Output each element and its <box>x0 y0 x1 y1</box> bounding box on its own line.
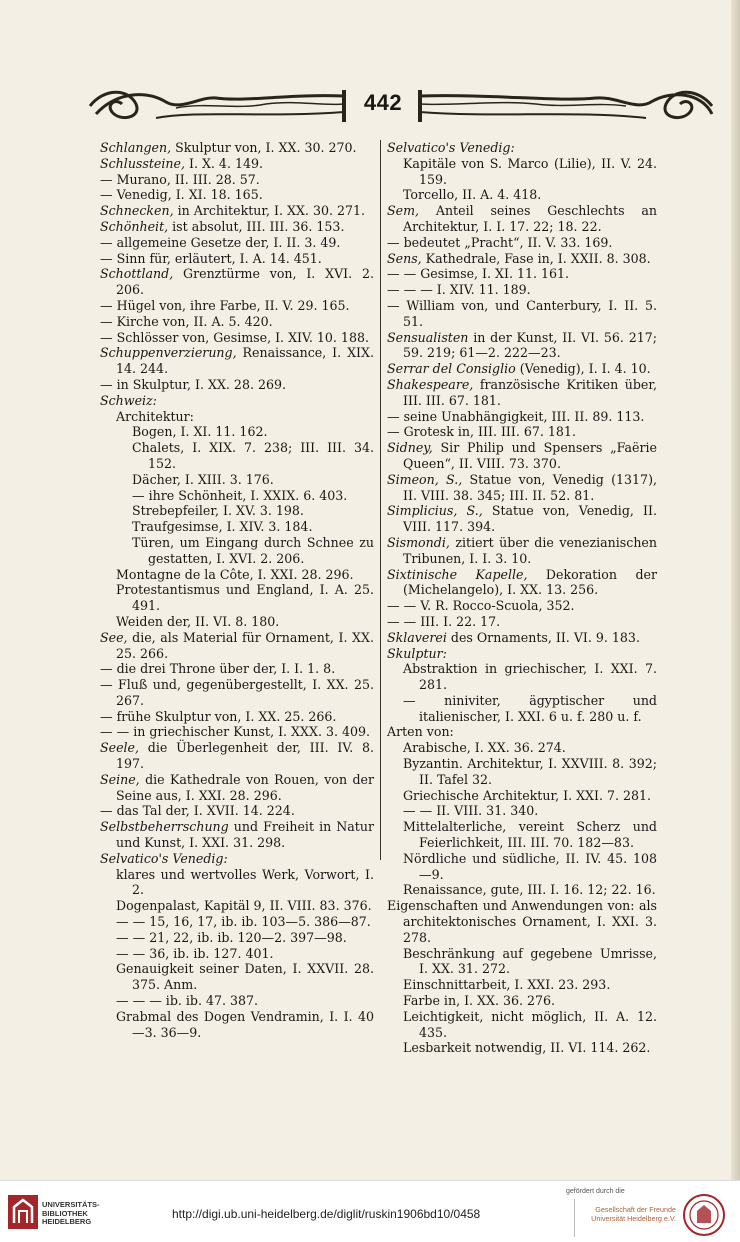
index-entry <box>387 598 657 614</box>
index-entry-text: Skulptur von, I. XX. 30. 270. <box>171 140 357 155</box>
index-entry <box>100 1009 374 1041</box>
index-entry <box>100 393 374 409</box>
index-entry <box>387 882 657 898</box>
index-entry <box>100 582 374 614</box>
index-entry-text: die Kathedrale von Rouen, von der Seine aus, I. XXI. 28. 296. <box>116 771 374 803</box>
index-entry <box>387 977 657 993</box>
index-entry-text: — Fluß und, gegenübergestellt, I. XX. 25. 267. <box>100 677 374 708</box>
index-entry-text: — Hügel von, ihre Farbe, II. V. 29. 165. <box>100 297 350 313</box>
index-entry-text: Arabische, I. XX. 36. 274. <box>403 740 566 756</box>
index-entry <box>387 503 657 535</box>
index-entry-text: Bogen, I. XI. 11. 162. <box>132 424 268 440</box>
index-entry-text: — Murano, II. III. 28. 57. <box>100 171 260 187</box>
index-entry-text: Dächer, I. XIII. 3. 176. <box>132 471 274 487</box>
index-entry-text: Grenztürme von, I. XVI. 2. 206. <box>116 266 374 298</box>
index-entry-text: Nördliche und südliche, II. IV. 45. 108—9. <box>403 850 657 882</box>
index-headword: Sens, <box>387 250 422 266</box>
index-entry <box>387 851 657 883</box>
index-headword: Sismondi, <box>387 534 450 550</box>
index-entry-text: zitiert über die venezianischen Tribunen, I. I. 3. 10. <box>403 534 657 566</box>
index-entry <box>100 440 374 472</box>
digitization-footer <box>0 1180 740 1242</box>
index-entry <box>387 614 657 630</box>
index-headword: Sklaverei <box>387 629 447 645</box>
index-entry <box>100 535 374 567</box>
index-entry-text: — Schlösser von, Gesimse, I. XIV. 10. 188. <box>100 329 369 345</box>
index-entry-text: Byzantin. Architektur, I. XXVIII. 8. 392; II. Tafel 32. <box>403 756 657 787</box>
index-entry <box>100 488 374 504</box>
index-entry <box>100 946 374 962</box>
index-entry-text: Leichtigkeit, nicht möglich, II. A. 12. 435. <box>403 1008 657 1040</box>
index-entry <box>387 424 657 440</box>
index-entry <box>100 614 374 630</box>
index-entry-text: Weiden der, II. VI. 8. 180. <box>116 613 280 629</box>
index-entry <box>100 377 374 393</box>
index-entry-text: — in Skulptur, I. XX. 28. 269. <box>100 376 287 392</box>
index-entry-text: Torcello, II. A. 4. 418. <box>403 187 542 203</box>
index-headword: See, <box>100 629 128 645</box>
index-entry-text: Abstraktion in griechischer, I. XXI. 7. 281. <box>403 661 657 693</box>
index-entry <box>387 567 657 599</box>
index-entry-text: Arten von: <box>387 724 454 740</box>
index-entry-text: in der Kunst, II. VI. 56. 217; 59. 219; 61—2. 222—23. <box>403 329 657 361</box>
index-entry <box>100 203 374 219</box>
left-ornament-icon <box>86 84 348 126</box>
index-entry <box>387 140 657 156</box>
index-entry-text: Türen, um Eingang durch Schnee zu gestatten, I. XVI. 2. 206. <box>132 534 374 566</box>
index-headword: Schönheit, <box>100 218 169 234</box>
index-entry <box>100 724 374 740</box>
index-entry-text: Sir Philip und Spensers „Faërie Queen“, II. VIII. 73. 370. <box>403 440 657 471</box>
index-entry-text: Lesbarkeit notwendig, II. VI. 114. 262. <box>403 1040 651 1056</box>
index-headword: Sem, <box>387 203 420 219</box>
index-entry <box>100 314 374 330</box>
index-entry <box>100 519 374 535</box>
index-entry <box>387 203 657 235</box>
right-ornament-icon <box>416 84 716 126</box>
index-entry <box>387 898 657 945</box>
index-entry <box>100 819 374 851</box>
index-entry <box>100 961 374 993</box>
index-headword: Simeon, S., <box>387 471 463 487</box>
index-entry-text: — — II. VIII. 31. 340. <box>403 803 539 819</box>
index-entry <box>387 1009 657 1041</box>
university-seal-icon <box>682 1193 726 1237</box>
index-entry-text: ist absolut, III. III. 36. 153. <box>168 218 345 234</box>
index-entry <box>100 661 374 677</box>
index-entry-text: Griechische Architektur, I. XXI. 7. 281. <box>403 787 652 803</box>
index-entry <box>387 740 657 756</box>
index-entry-text: — — 36, ib. ib. 127. 401. <box>116 945 274 961</box>
index-headword: Seele, <box>100 740 140 756</box>
index-entry-text: — Grotesk in, III. III. 67. 181. <box>387 424 576 440</box>
index-entry <box>100 409 374 425</box>
index-entry-text: die, als Material für Ornament, I. XX. 25. 266. <box>116 629 374 661</box>
index-entry-text: — niniviter, ägyptischer und italienischer, I. XXI. 6 u. f. 280 u. f. <box>403 692 657 724</box>
index-entry <box>387 361 657 377</box>
index-headword: Selbstbeherrschung <box>100 819 229 835</box>
index-entry <box>387 646 657 662</box>
index-entry-text: — frühe Skulptur von, I. XX. 25. 266. <box>100 708 337 724</box>
index-entry <box>387 630 657 646</box>
index-entry <box>387 661 657 693</box>
index-entry-text: Einschnittarbeit, I. XXI. 23. 293. <box>403 977 611 993</box>
index-entry <box>387 440 657 472</box>
index-entry <box>387 803 657 819</box>
index-entry-text: Mittelalterliche, vereint Scherz und Feierlichkeit, III. III. 70. 182—83. <box>403 819 657 851</box>
index-entry-text: — — — I. XIV. 11. 189. <box>387 282 531 298</box>
index-entry-text: des Ornaments, II. VI. 9. 183. <box>446 629 640 645</box>
index-entry-text: Renaissance, gute, III. I. 16. 12; 22. 16. <box>403 882 656 898</box>
index-entry <box>100 251 374 267</box>
index-headword: Selvatico's Venedig: <box>387 140 515 155</box>
index-entry <box>100 914 374 930</box>
index-entry-text: Farbe in, I. XX. 36. 276. <box>403 993 556 1009</box>
page-header <box>86 80 732 130</box>
index-headword: Schnecken, <box>100 203 174 219</box>
index-entry-text: — — in griechischer Kunst, I. XXX. 3. 409. <box>100 724 371 740</box>
index-entry <box>100 424 374 440</box>
index-entry <box>100 345 374 377</box>
index-entry-text: und Freiheit in Natur und Kunst, I. XXI. 31. 298. <box>116 819 374 851</box>
page-edge-shadow <box>731 0 740 1180</box>
index-entry-text: — die drei Throne über der, I. I. 1. 8. <box>100 661 336 677</box>
index-headword: Serrar del Consiglio <box>387 361 516 377</box>
index-entry <box>387 251 657 267</box>
index-entry <box>100 567 374 583</box>
index-entry <box>387 282 657 298</box>
index-entry <box>100 330 374 346</box>
index-entry <box>100 930 374 946</box>
index-entry <box>387 235 657 251</box>
index-entry-text: Chalets, I. XIX. 7. 238; III. III. 34. 152. <box>132 440 374 471</box>
index-entry <box>100 993 374 1009</box>
index-entry-text: — bedeutet „Pracht“, II. V. 33. 169. <box>387 234 613 250</box>
index-entry-text: Dogenpalast, Kapitäl 9, II. VIII. 83. 376. <box>116 898 372 914</box>
index-entry-text: in Architektur, I. XX. 30. 271. <box>173 203 366 219</box>
index-entry <box>100 851 374 867</box>
index-entry-text: Strebepfeiler, I. XV. 3. 198. <box>132 503 304 519</box>
index-entry <box>387 187 657 203</box>
index-entry-text: Statue von, Venedig, II. VIII. 117. 394. <box>403 503 658 535</box>
index-entry <box>387 993 657 1009</box>
index-entry <box>100 266 374 298</box>
funded-by-label: gefördert durch die <box>566 1188 625 1195</box>
index-entry <box>387 377 657 409</box>
index-entry-text: — William von, und Canterbury, I. II. 5. 51. <box>387 297 657 329</box>
index-entry-text: — — V. R. Rocco-Scuola, 352. <box>387 598 575 614</box>
index-entry <box>100 740 374 772</box>
index-entry-text: Grabmal des Dogen Vendramin, I. I. 40—3. 36—9. <box>116 1008 374 1040</box>
source-url-link[interactable]: http://digi.ub.uni-heidelberg.de/diglit/ruskin1906bd10/0458 <box>172 1207 481 1221</box>
index-entry <box>100 156 374 172</box>
index-headword: Simplicius, S., <box>387 503 483 519</box>
index-entry <box>387 819 657 851</box>
university-library-logo-icon <box>8 1195 38 1229</box>
index-entry <box>100 898 374 914</box>
index-headword: Schlussteine, <box>100 155 185 171</box>
index-entry-text: — — 21, 22, ib. ib. 120—2. 397—98. <box>116 929 347 945</box>
index-entry-text: Eigenschaften und Anwendungen von: als architektonisches Ornament, I. XXI. 3. 278. <box>387 898 657 945</box>
index-entry <box>100 867 374 899</box>
index-entry-text: — Kirche von, II. A. 5. 420. <box>100 313 273 329</box>
index-entry <box>387 693 657 725</box>
index-headword: Schottland, <box>100 266 174 282</box>
index-entry <box>387 409 657 425</box>
index-column-left <box>100 140 374 1040</box>
index-entry-text: — — Gesimse, I. XI. 11. 161. <box>387 266 570 282</box>
index-entry <box>387 330 657 362</box>
index-entry <box>100 140 374 156</box>
index-entry-text: — — 15, 16, 17, ib. ib. 103—5. 386—87. <box>116 914 371 930</box>
index-entry <box>387 535 657 567</box>
index-entry <box>387 472 657 504</box>
index-column-right <box>387 140 657 1056</box>
index-entry-text: Statue von, Venedig (1317), II. VIII. 38. 345; III. II. 52. 81. <box>403 471 657 503</box>
index-entry <box>100 187 374 203</box>
funder-divider <box>574 1199 575 1237</box>
index-entry-text: Renaissance, I. XIX. 14. 244. <box>116 345 374 377</box>
index-entry <box>100 677 374 709</box>
index-headword: Seine, <box>100 771 140 787</box>
index-entry <box>387 156 657 188</box>
index-entry <box>100 630 374 662</box>
index-entry-text: I. X. 4. 149. <box>184 155 263 171</box>
index-entry <box>100 803 374 819</box>
index-entry <box>100 772 374 804</box>
index-entry <box>387 724 657 740</box>
index-entry <box>100 503 374 519</box>
index-headword: Sidney, <box>387 440 433 456</box>
index-entry-text: Beschränkung auf gegebene Umrisse, I. XX. 31. 272. <box>403 945 657 977</box>
index-entry-text: Kapitäle von S. Marco (Lilie), II. V. 24. 159. <box>403 155 657 187</box>
index-headword: Sixtinische Kapelle, <box>387 566 528 582</box>
index-entry <box>387 788 657 804</box>
index-headword: Selvatico's Venedig: <box>100 850 228 866</box>
index-entry-text: Montagne de la Côte, I. XXI. 28. 296. <box>116 566 354 582</box>
index-entry-text: Genauigkeit seiner Daten, I. XXVII. 28. 375. Anm. <box>116 961 374 993</box>
index-entry-text: Traufgesimse, I. XIV. 3. 184. <box>132 519 313 535</box>
index-headword: Sensualisten <box>387 329 469 345</box>
index-entry-text: — Sinn für, erläutert, I. A. 14. 451. <box>100 250 322 266</box>
index-entry <box>100 235 374 251</box>
index-entry-text: — ihre Schönheit, I. XXIX. 6. 403. <box>132 487 348 503</box>
index-entry-text: Dekoration der (Michelangelo), I. XX. 13. 256. <box>403 566 657 598</box>
index-entry-text: — das Tal der, I. XVII. 14. 224. <box>100 803 295 819</box>
index-entry <box>100 298 374 314</box>
index-entry-text: Protestantismus und England, I. A. 25. 491. <box>116 582 374 614</box>
index-entry-text: — Venedig, I. XI. 18. 165. <box>100 187 263 203</box>
column-divider <box>380 140 381 860</box>
index-entry <box>387 1040 657 1056</box>
index-entry <box>100 219 374 235</box>
index-entry-text: (Venedig), I. I. 4. 10. <box>515 361 651 377</box>
index-entry <box>387 266 657 282</box>
page-number: 442 <box>363 90 403 115</box>
index-headword: Shakespeare, <box>387 376 474 392</box>
index-entry-text: französische Kritiken über, III. III. 67. 181. <box>403 376 657 408</box>
index-entry-text: — allgemeine Gesetze der, I. II. 3. 49. <box>100 234 341 250</box>
funder-name: Gesellschaft der Freunde Universität Heidelberg e.V. <box>591 1205 676 1223</box>
index-entry-text: Anteil seines Geschlechts an Architektur, I. I. 17. 22; 18. 22. <box>403 203 657 234</box>
index-headword: Skulptur: <box>387 645 447 661</box>
index-entry-text: klares und wertvolles Werk, Vorwort, I. 2. <box>116 866 374 898</box>
index-entry-text: — seine Unabhängigkeit, III. II. 89. 113. <box>387 408 645 424</box>
index-entry-text: Architektur: <box>116 408 194 424</box>
index-entry-text: die Überlegenheit der, III. IV. 8. 197. <box>116 740 374 772</box>
index-entry-text: — — — ib. ib. 47. 387. <box>116 993 259 1009</box>
index-entry <box>387 946 657 978</box>
index-entry <box>100 709 374 725</box>
index-entry-text: Kathedrale, Fase in, I. XXII. 8. 308. <box>421 250 651 266</box>
index-headword: Schuppenverzierung, <box>100 345 237 361</box>
index-headword: Schweiz: <box>100 392 157 408</box>
index-entry <box>100 172 374 188</box>
index-entry <box>387 298 657 330</box>
index-entry <box>100 472 374 488</box>
index-entry-text: — — III. I. 22. 17. <box>387 613 501 629</box>
index-headword: Schlangen, <box>100 140 172 155</box>
index-entry <box>387 756 657 788</box>
library-name: UNIVERSITÄTS- BIBLIOTHEK HEIDELBERG <box>42 1200 100 1226</box>
